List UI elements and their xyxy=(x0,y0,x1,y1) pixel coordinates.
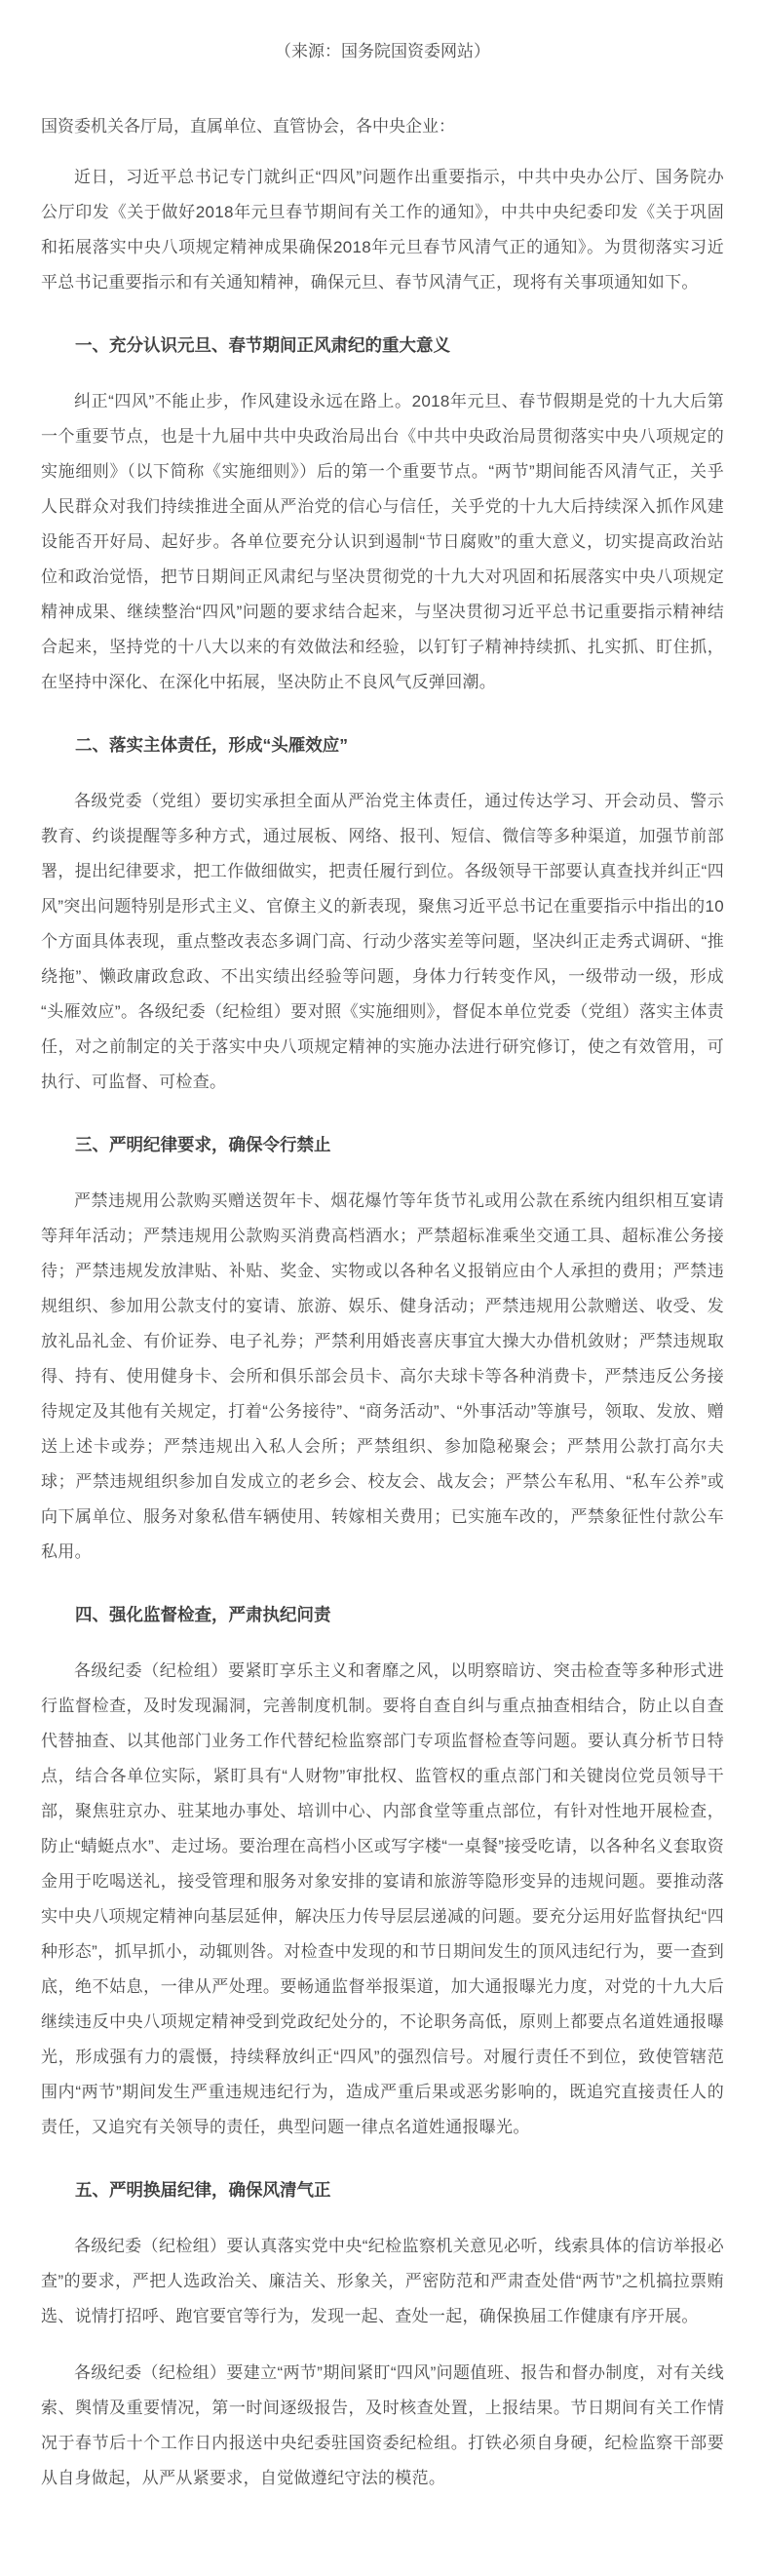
section-1 xyxy=(41,328,724,700)
source-attribution: （来源：国务院国资委网站） xyxy=(275,42,490,60)
salutation-line: 国资委机关各厅局，直属单位、直管协会，各中央企业： xyxy=(41,117,455,136)
section-2-paragraph: 各级党委（党组）要切实承担全面从严治党主体责任，通过传达学习、开会动员、警示教育、约谈提醒等多种方式，通过展板、网络、报刊、短信、微信等多种渠道，加强节前部署，提出纪律要求，把工作做细做实，把责任履行到位。各级领导干部要认真查找并纠正“四风”突出问题特别是形式主义、官僚主义的新表现，聚焦习近平总书记在重要指示中指出的10个方面具体表现，重点整改表态多调门高、行动少落实差等问题，坚决纠正走秀式调研、“推绕拖”、懒政庸政怠政、不出实绩出经验等问题，身体力行转变作风，一级带动一级，形成“头雁效应”。各级纪委（纪检组）要对照《实施细则》，督促本单位党委（党组）落实主体责任，对之前制定的关于落实中央八项规定精神的实施办法进行研究修订，使之有效管用，可执行、可监督、可检查。 xyxy=(41,792,724,1091)
section-3-paragraph: 严禁违规用公款购买赠送贺年卡、烟花爆竹等年货节礼或用公款在系统内组织相互宴请等拜年活动；严禁违规用公款购买消费高档酒水；严禁超标准乘坐交通工具、超标准公务接待；严禁违规发放津贴、补贴、奖金、实物或以各种名义报销应由个人承担的费用；严禁违规组织、参加用公款支付的宴请、旅游、娱乐、健身活动；严禁违规用公款赠送、收受、发放礼品礼金、有价证券、电子礼券；严禁利用婚丧喜庆事宜大操大办借机敛财；严禁违规取得、持有、使用健身卡、会所和俱乐部会员卡、高尔夫球卡等各种消费卡，严禁违反公务接待规定及其他有关规定，打着“公务接待”、“商务活动”、“外事活动”等旗号，领取、发放、赠送上述卡或券；严禁违规出入私人会所；严禁组织、参加隐秘聚会；严禁用公款打高尔夫球；严禁违规组织参加自发成立的老乡会、校友会、战友会；严禁公车私用、“私车公养”或向下属单位、服务对象私借车辆使用、转嫁相关费用；已实施车改的，严禁象征性付款公车私用。 xyxy=(41,1191,724,1561)
section-3 xyxy=(41,1127,724,1570)
section-5-heading: 五、严明换届纪律，确保风清气正 xyxy=(75,2180,331,2200)
section-5-paragraph-2: 各级纪委（纪检组）要建立“两节”期间紧盯“四风”问题值班、报告和督办制度，对有关线索、舆情及重要情况，第一时间逐级报告，及时核查处置，上报结果。节日期间有关工作情况于春节后十个工作日内报送中央纪委驻国资委纪检组。打铁必须自身硬，纪检监察干部要从自身做起，从严从紧要求，自觉做遵纪守法的模范。 xyxy=(41,2363,724,2487)
section-1-paragraph: 纠正“四风”不能止步，作风建设永远在路上。2018年元旦、春节假期是党的十九大后第一个重要节点，也是十九届中共中央政治局出台《中共中央政治局贯彻落实中央八项规定的实施细则》（以下简称《实施细则》）后的第一个重要节点。“两节”期间能否风清气正，关乎人民群众对我们持续推进全面从严治党的信心与信任，关乎党的十九大后持续深入抓作风建设能否开好局、起好步。各单位要充分认识到遏制“节日腐败”的重大意义，切实提高政治站位和政治觉悟，把节日期间正风肃纪与坚决贯彻党的十九大对巩固和拓展落实中央八项规定精神成果、继续整治“四风”问题的要求结合起来，与坚决贯彻习近平总书记重要指示精神结合起来，坚持党的十八大以来的有效做法和经验，以钉钉子精神持续抓、扎实抓、盯住抓，在坚持中深化、在深化中拓展，坚决防止不良风气反弹回潮。 xyxy=(41,392,724,691)
section-4 xyxy=(41,1597,724,2145)
section-2 xyxy=(41,727,724,1100)
section-4-heading: 四、强化监督检查，严肃执纪问责 xyxy=(75,1605,331,1624)
section-1-heading: 一、充分认识元旦、春节期间正风肃纪的重大意义 xyxy=(75,335,450,355)
intro-paragraph: 近日，习近平总书记专门就纠正“四风”问题作出重要指示，中共中央办公厅、国务院办公厅印发《关于做好2018年元旦春节期间有关工作的通知》，中共中央纪委印发《关于巩固和拓展落实中央八项规定精神成果确保2018年元旦春节风清气正的通知》。为贯彻落实习近平总书记重要指示和有关通知精神，确保元旦、春节风清气正，现将有关事项通知如下。 xyxy=(41,168,724,292)
section-3-heading: 三、严明纪律要求，确保令行禁止 xyxy=(75,1135,331,1154)
section-4-paragraph: 各级纪委（纪检组）要紧盯享乐主义和奢靡之风，以明察暗访、突击检查等多种形式进行监督检查，及时发现漏洞，完善制度机制。要将自查自纠与重点抽查相结合，防止以自查代替抽查、以其他部门业务工作代替纪检监察部门专项监督检查等问题。要认真分析节日特点，结合各单位实际，紧盯具有“人财物”审批权、监管权的重点部门和关键岗位党员领导干部，聚焦驻京办、驻某地办事处、培训中心、内部食堂等重点部位，有针对性地开展检查，防止“蜻蜓点水”、走过场。要治理在高档小区或写字楼“一桌餐”接受吃请，以各种名义套取资金用于吃喝送礼，接受管理和服务对象安排的宴请和旅游等隐形变异的违规问题。要推动落实中央八项规定精神向基层延伸，解决压力传导层层递减的问题。要充分运用好监督执纪“四种形态”，抓早抓小，动辄则咎。对检查中发现的和节日期间发生的顶风违纪行为，要一查到底，绝不姑息，一律从严处理。要畅通监督举报渠道，加大通报曝光力度，对党的十九大后继续违反中央八项规定精神受到党政纪处分的，不论职务高低，原则上都要点名道姓通报曝光，形成强有力的震慑，持续释放纠正“四风”的强烈信号。对履行责任不到位，致使管辖范围内“两节”期间发生严重违规违纪行为，造成严重后果或恶劣影响的，既追究直接责任人的责任，又追究有关领导的责任，典型问题一律点名道姓通报曝光。 xyxy=(41,1661,724,2136)
section-5 xyxy=(41,2172,724,2496)
section-5-paragraph-1: 各级纪委（纪检组）要认真落实党中央“纪检监察机关意见必听，线索具体的信访举报必查”的要求，严把人选政治关、廉洁关、形象关，严密防范和严肃查处借“两节”之机搞拉票贿选、说情打招呼、跑官要官等行为，发现一起、查处一起，确保换届工作健康有序开展。 xyxy=(41,2237,724,2325)
section-2-heading: 二、落实主体责任，形成“头雁效应” xyxy=(75,735,348,755)
